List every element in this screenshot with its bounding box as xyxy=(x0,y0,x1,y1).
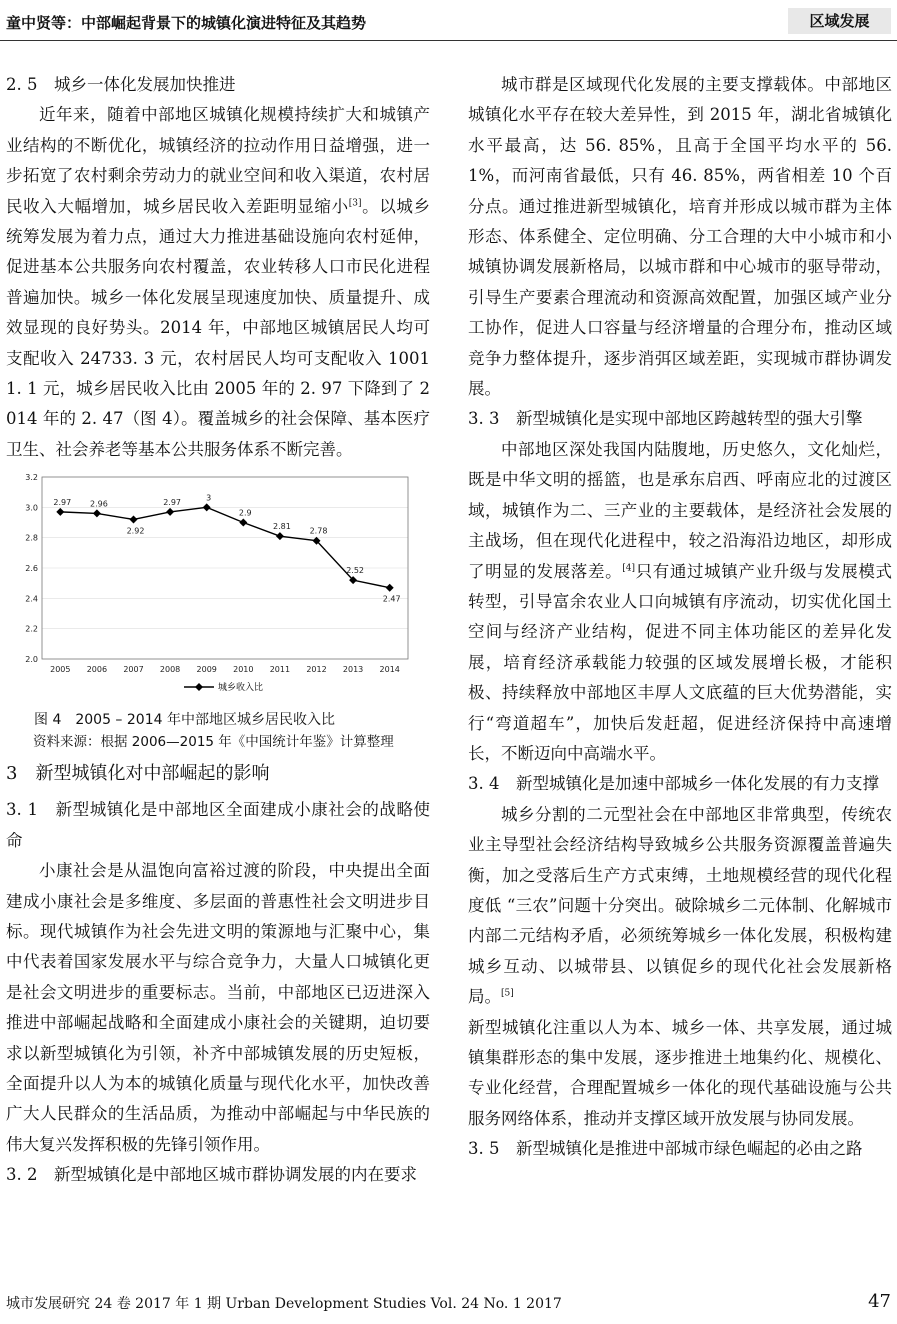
journal-info: 城市发展研究 24 卷 2017 年 1 期 Urban Development Studies Vol. 24 No. 1 2017 xyxy=(6,1296,562,1312)
heading-3-3: 3. 3 新型城镇化是实现中部地区跨越转型的强大引擎 xyxy=(468,409,863,429)
data-label: 2.97 xyxy=(53,498,72,508)
paragraph-text: 近年来，随着中部地区城镇化规模持续扩大和城镇产业结构的不断优化，城镇经济的拉动作用日益增强，进一步拓宽了农村剩余劳动力的就业空间和收入渠道，农村居民收入大幅增加，城乡居民收入差距明显缩小 xyxy=(6,105,430,216)
y-tick-label: 2.4 xyxy=(25,594,38,604)
x-tick-label: 2012 xyxy=(306,665,327,675)
x-tick-label: 2008 xyxy=(159,665,181,675)
x-tick-label: 2005 xyxy=(50,665,71,675)
section-tag: 区域发展 xyxy=(788,8,891,34)
footer xyxy=(6,1290,891,1318)
data-label: 2.92 xyxy=(126,526,145,536)
data-point xyxy=(276,532,284,540)
data-label: 2.96 xyxy=(89,499,108,509)
data-label: 2.97 xyxy=(163,498,182,508)
legend-label: 城乡收入比 xyxy=(218,683,264,694)
paragraph-3-1: 小康社会是从温饱向富裕过渡的阶段，中央提出全面建成小康社会是多维度、多层面的普惠性社会文明进步目标。现代城镇作为社会先进文明的策源地与汇聚中心，集中代表着国家发展水平与综合竞争力，大量人口城镇化更是社会文明进步的重要标志。当前，中部地区已迈进深入推进中部崛起战略和全面建成小康社会的关键期，迫切要求以新型城镇化为引领，补齐中部城镇发展的历史短板，全面提升以人为本的城镇化质量与现代化水平，加快改善广大人民群众的生活品质，为推动中部崛起与中华民族的伟大复兴发挥积极的先锋引领作用。 xyxy=(6,861,430,1154)
y-tick-label: 3.0 xyxy=(25,503,38,513)
data-point xyxy=(166,508,174,516)
header-rule xyxy=(0,40,897,41)
data-point xyxy=(130,516,138,524)
paragraph-text: 只有通过城镇产业升级与发展模式转型，引导富余农业人口向城镇有序流动，切实优化国土空间与经济产业结构，促进不同主体功能区的差异化发展，培育经济承载能力较强的区域发展增长极，才能积极、持续释放中部地区丰厚人文底蕴的巨大优势潜能，实行“弯道超车”，加快后发赶超，促进经济保持中高速增长，不断迈向中高端水平。 xyxy=(468,561,893,763)
paragraph-text: 。以城乡统筹发展为着力点，通过大力推进基础设施向农村延伸，促进基本公共服务向农村覆盖，农业转移人口市民化进程普遍加快。城乡一体化发展呈现速度加快、质量提升、成效显现的良好势头。2014 年，中部地区城镇居民人均可支配收入 24733. 3 元，农村居民人均可支配收入 10011. 1 元，城乡居民收入比由 2005 年的 2. 97 下降到了 2014 年的 2. 47（图 4）。覆盖城乡的社会保障、基本医疗卫生、社会养老等基本公共服务体系不断完善。 xyxy=(6,196,431,459)
data-point xyxy=(386,584,394,592)
paragraph-3-4 xyxy=(468,800,892,1013)
data-label: 2.9 xyxy=(238,508,252,518)
running-title: 童中贤等：中部崛起背景下的城镇化演进特征及其趋势 xyxy=(6,14,367,32)
heading-2-5: 2. 5 城乡一体化发展加快推进 xyxy=(6,75,236,94)
data-label: 2.81 xyxy=(272,522,291,532)
y-tick-label: 2.0 xyxy=(25,655,38,665)
citation-ref[interactable]: [4] xyxy=(622,563,635,573)
paragraph-2-5 xyxy=(6,100,430,465)
paragraph-text: 中部地区深处我国内陆腹地，历史悠久，文化灿烂，既是中华文明的摇篮，也是承东启西、呼南应北的过渡区域，城镇作为二、三产业的主要载体，是经济社会发展的主战场，但在现代化进程中，较之沿海沿边地区，却形成了明显的发展落差。 xyxy=(468,439,892,581)
x-tick-label: 2006 xyxy=(86,665,108,675)
running-header xyxy=(0,0,897,40)
paragraph-text: 城乡分割的二元型社会在中部地区非常典型，传统农业主导型社会经济结构导致城乡公共服务资源覆盖普遍失衡，加之受落后生产方式束缚，土地规模经营的现代化程度低 “三农”问题十分突出。破除城乡二元体制、化解城市内部二元结构矛盾，必须统筹城乡一体化发展，积极构建城乡互动、以城带县、以镇促乡的现代化社会发展新格局。 xyxy=(468,804,892,1007)
x-tick-label: 2009 xyxy=(196,665,217,675)
paragraph-3-3 xyxy=(468,435,892,769)
x-tick-label: 2011 xyxy=(269,665,291,675)
heading-3-2: 3. 2 新型城镇化是中部地区城市群协调发展的内在要求 xyxy=(6,1165,417,1185)
figure-4 xyxy=(6,471,430,709)
data-point xyxy=(203,504,211,512)
section-title: 新型城镇化对中部崛起的影响 xyxy=(35,763,270,785)
data-label: 2.52 xyxy=(346,566,365,576)
right-column xyxy=(468,70,892,1165)
heading-3-5: 3. 5 新型城镇化是推进中部城市绿色崛起的必由之路 xyxy=(468,1139,863,1159)
data-point xyxy=(239,519,247,527)
y-tick-label: 3.2 xyxy=(25,473,38,483)
legend-marker-icon xyxy=(195,683,203,691)
section-number: 3 xyxy=(6,763,18,785)
x-tick-label: 2010 xyxy=(233,665,254,675)
legend xyxy=(184,681,263,693)
data-label: 2.78 xyxy=(309,526,328,536)
paragraph-3-4-cont: 新型城镇化注重以人为本、城乡一体、共享发展，通过城镇集群形态的集中发展，逐步推进土地集约化、规模化、专业化经营，合理配置城乡一体化的现代基础设施与公共服务网络体系，推动并支撑区域开放发展与协同发展。 xyxy=(468,1017,892,1128)
citation-ref[interactable]: [3] xyxy=(348,198,362,209)
data-point xyxy=(56,508,64,516)
page-number: 47 xyxy=(868,1291,891,1312)
heading-3-4: 3. 4 新型城镇化是加速中部城乡一体化发展的有力支撑 xyxy=(468,774,879,794)
paragraph-3-2: 城市群是区域现代化发展的主要支撑载体。中部地区城镇化水平存在较大差异性，到 2015 年，湖北省城镇化水平最高，达 56. 85%，且高于全国平均水平的 56. 1%，而河南省最低，只有 46. 85%，两省相差 10 个百分点。通过推进新型城镇化，培育并形成以城市群为主体形态、体系健全、定位明确、分工合理的大中小城市和小城镇协调发展新格局，以城市群和中心城市的驱导带动，引导生产要素合理流动和资源高效配置，加强区域产业分工协作，促进人口容量与经济增量的合理分布，推动区域竞争力整体提升，逐步消弭区域差距，实现城市群协调发展。 xyxy=(468,75,892,399)
figure-caption: 图 4 2005 – 2014 年中部地区城乡居民收入比 xyxy=(34,712,335,729)
y-tick-label: 2.8 xyxy=(25,533,38,543)
income-ratio-chart xyxy=(6,471,430,709)
x-tick-label: 2013 xyxy=(342,665,364,675)
data-point xyxy=(93,510,101,518)
x-tick-label: 2007 xyxy=(123,665,144,675)
heading-3-1: 3. 1 新型城镇化是中部地区全面建成小康社会的战略使命 xyxy=(6,800,430,850)
figure-source: 资料来源：根据 2006—2015 年《中国统计年鉴》计算整理 xyxy=(33,734,394,751)
data-label: 2.47 xyxy=(382,594,401,604)
x-tick-label: 2014 xyxy=(379,665,400,675)
citation-ref[interactable]: [5] xyxy=(501,988,514,999)
data-label: 3 xyxy=(206,493,212,503)
left-column xyxy=(6,70,430,1191)
series-line xyxy=(60,508,389,588)
y-tick-label: 2.2 xyxy=(25,624,38,634)
section-3-heading xyxy=(6,759,430,789)
y-tick-label: 2.6 xyxy=(25,564,38,574)
